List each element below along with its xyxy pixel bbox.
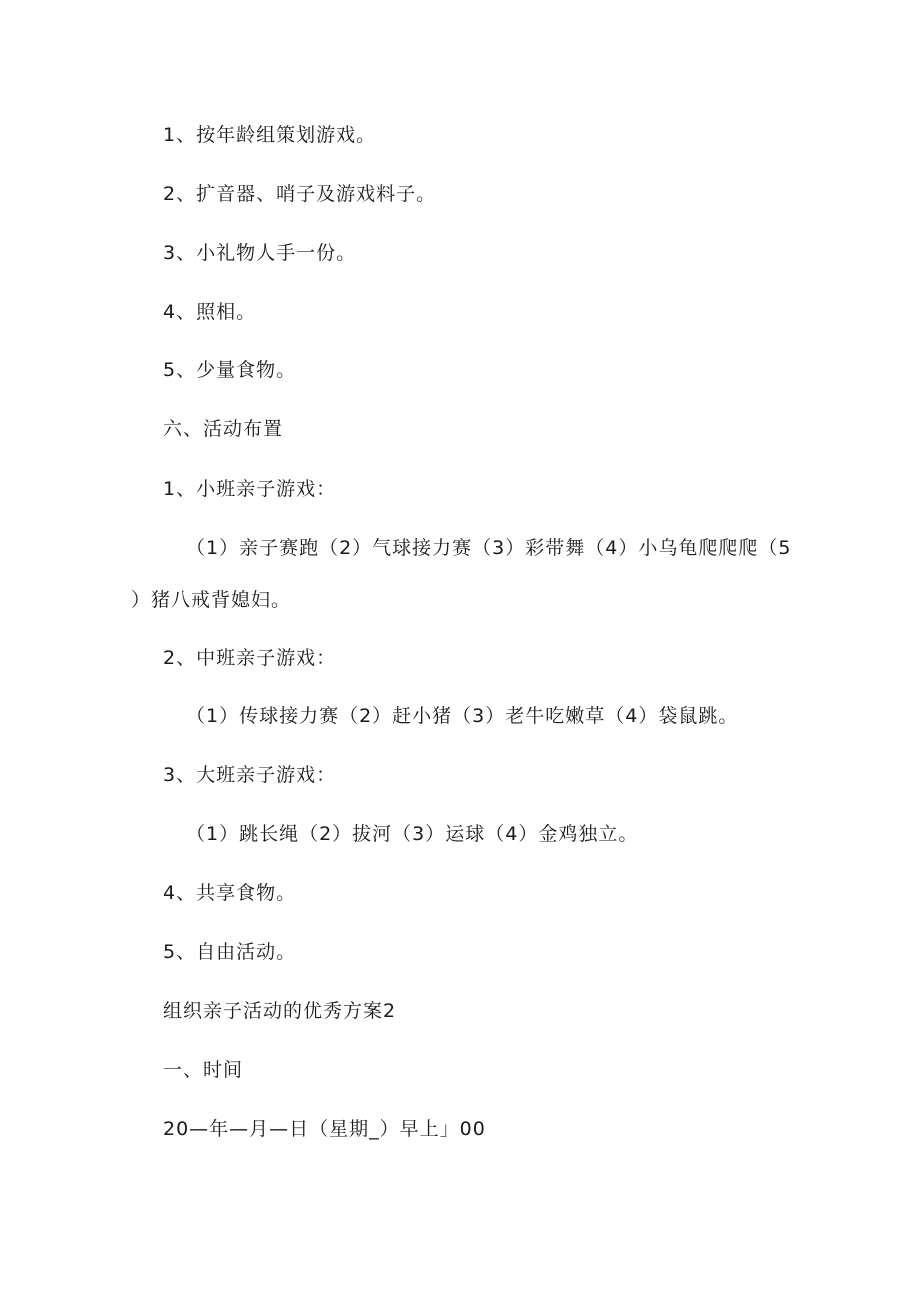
list-item-food: 5、少量食物。 xyxy=(163,359,297,381)
list-item-middle-class: 2、中班亲子游戏： xyxy=(163,647,337,669)
list-item-gifts: 3、小礼物人手一份。 xyxy=(163,242,357,264)
large-class-games: （1）跳长绳（2）拔河（3）运球（4）金鸡独立。 xyxy=(186,823,639,845)
plan-title: 组织亲子活动的优秀方案2 xyxy=(163,1000,397,1022)
small-class-games-line2: ）猪八戒背媳妇。 xyxy=(131,589,292,611)
list-item-photo: 4、照相。 xyxy=(163,301,257,323)
list-item-plan-games: 1、按年龄组策划游戏。 xyxy=(163,124,377,146)
list-item-share-food: 4、共享食物。 xyxy=(163,882,297,904)
list-item-small-class: 1、小班亲子游戏： xyxy=(163,478,337,500)
section-heading-time: 一、时间 xyxy=(163,1059,244,1081)
small-class-games-line1: （1）亲子赛跑（2）气球接力赛（3）彩带舞（4）小乌龟爬爬爬（5 xyxy=(186,537,792,559)
time-value: 20—年—月—日（星期_）早上」00 xyxy=(163,1118,486,1140)
list-item-free-activity: 5、自由活动。 xyxy=(163,941,297,963)
list-item-equipment: 2、扩音器、哨子及游戏料子。 xyxy=(163,183,437,205)
list-item-large-class: 3、大班亲子游戏： xyxy=(163,764,337,786)
section-heading-arrangement: 六、活动布置 xyxy=(163,418,284,440)
middle-class-games: （1）传球接力赛（2）赶小猪（3）老牛吃嫩草（4）袋鼠跳。 xyxy=(186,705,739,727)
